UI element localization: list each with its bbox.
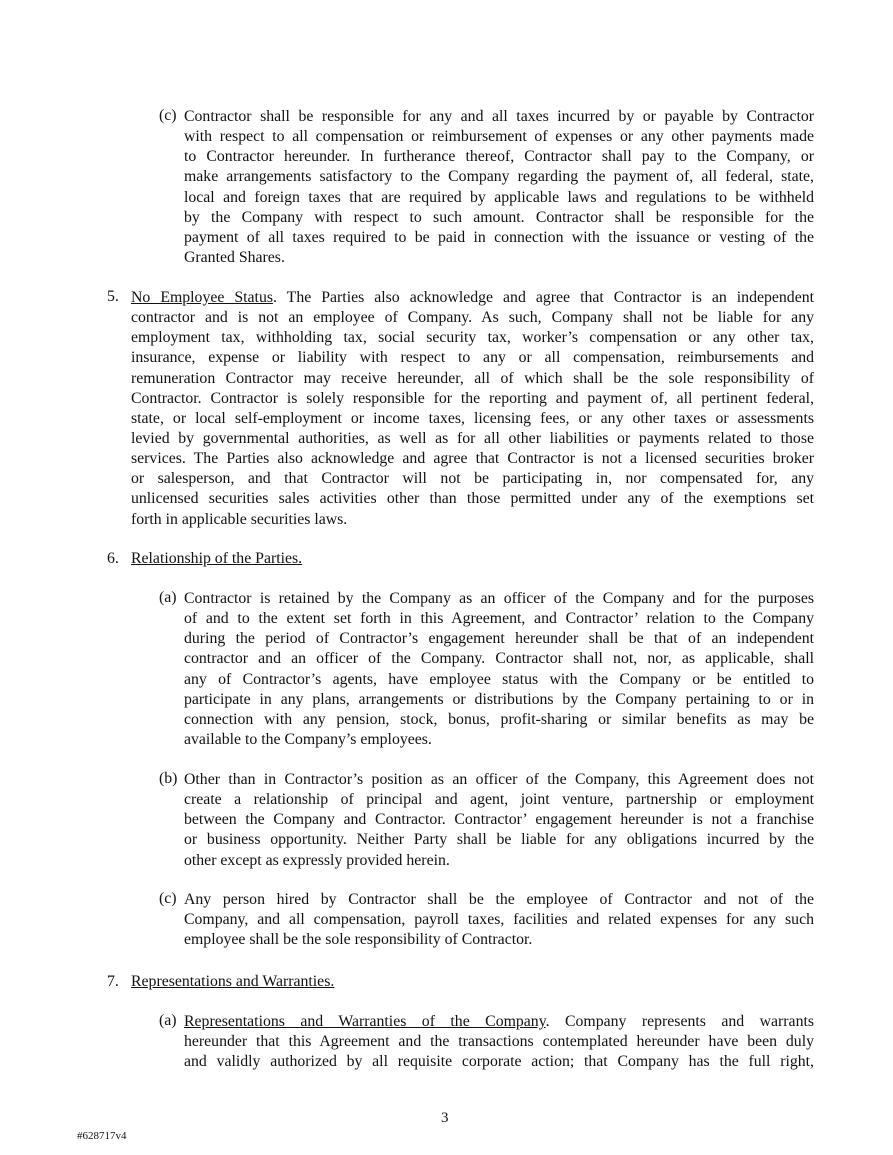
text-line: during the period of Contractor’s engagement hereunder shall be that of an independent [184, 630, 814, 648]
text-line: remuneration Contractor may receive hereunder, all of which shall be the sole responsibility of [131, 369, 814, 387]
clause-label: (c) [159, 890, 177, 907]
page-number: 3 [441, 1110, 449, 1126]
clause-body [131, 288, 814, 530]
section-7-heading [107, 972, 335, 992]
section-number: 6. [107, 550, 119, 567]
clause-body [184, 1012, 814, 1072]
text-line [131, 288, 814, 308]
text-line: to Contractor hereunder. In furtherance thereof, Contractor shall pay to the Company, or [184, 148, 814, 166]
clause-7a [159, 1012, 814, 1072]
clause-body [184, 890, 814, 950]
text-line: available to the Company’s employees. [184, 730, 432, 748]
text-line: or salesperson, and that Contractor will not be participating in, nor compensated for, any [131, 470, 814, 488]
text-line: employment tax, withholding tax, social security tax, worker’s compensation or any other tax, [131, 329, 814, 347]
text-line: Contractor shall be responsible for any and all taxes incurred by or payable by Contractor [184, 108, 814, 125]
text-line: employee shall be the sole responsibility of Contractor. [184, 931, 533, 949]
text-line: forth in applicable securities laws. [131, 510, 348, 528]
text-line: services. The Parties also acknowledge and agree that Contractor is not a licensed securities broker [131, 450, 814, 468]
text-line: levied by governmental authorities, as well as for all other liabilities or payments related to those [131, 429, 814, 447]
text-line: payment of all taxes required to be paid in connection with the issuance or vesting of the [184, 228, 814, 246]
text-line: hereunder that this Agreement and the transactions contemplated hereunder have been duly [184, 1033, 814, 1051]
section-6-heading [107, 549, 303, 569]
text-line: Company, and all compensation, payroll taxes, facilities and related expenses for any such [184, 911, 814, 929]
text-line: Any person hired by Contractor shall be the employee of Contractor and not of the [184, 891, 814, 908]
section-number: 7. [107, 973, 119, 990]
text-line: participate in any plans, arrangements or distributions by the Company pertaining to or in [184, 690, 814, 708]
text-line: any of Contractor’s agents, have employee status with the Company or be entitled to [184, 670, 814, 688]
text-line: and validly authorized by all requisite corporate action; that Company has the full right, [184, 1053, 814, 1071]
text-line: Contractor is retained by the Company as an officer of the Company and for the purposes [184, 590, 814, 607]
clause-label: (c) [159, 107, 177, 124]
text-line [184, 1012, 814, 1032]
section-title: Relationship of the Parties. [131, 550, 303, 567]
clause-heading: Representations and Warranties of the Company [184, 1013, 546, 1030]
clause-6c [159, 890, 814, 950]
line-text: . Company represents and warrants [545, 1013, 814, 1030]
text-line: contractor and an officer of the Company. Contractor shall not, nor, as applicable, shall [184, 650, 814, 668]
text-line: local and foreign taxes that are required by applicable laws and regulations to be withheld [184, 188, 814, 206]
text-line: with respect to all compensation or reimbursement of expenses or any other payments made [184, 128, 814, 146]
text-line: make arrangements satisfactory to the Company regarding the payment of, all federal, state, [184, 168, 814, 186]
clause-heading: No Employee Status [131, 289, 273, 306]
clause-label: (a) [159, 1012, 177, 1029]
clause-label: 5. [107, 288, 119, 305]
text-line: or business opportunity. Neither Party shall be liable for any obligations incurred by the [184, 831, 814, 849]
document-id: #628717v4 [77, 1130, 127, 1142]
text-line: between the Company and Contractor. Contractor’ engagement hereunder is not a franchise [184, 811, 814, 829]
clause-label: (a) [159, 589, 177, 606]
section-title: Representations and Warranties. [131, 973, 335, 990]
section-5-no-employee-status [107, 288, 814, 530]
clause-6a [159, 589, 814, 750]
text-line: of and to the extent set forth in this Agreement, and Contractor’ relation to the Company [184, 610, 814, 628]
text-line: state, or local self-employment or income taxes, licensing fees, or any other taxes or assessments [131, 409, 814, 427]
text-line: Contractor. Contractor is solely responsible for the reporting and payment of, all pertinent federal, [131, 389, 814, 407]
clause-label: (b) [159, 770, 178, 787]
text-line: create a relationship of principal and agent, joint venture, partnership or employment [184, 791, 814, 809]
text-line: other except as expressly provided herein. [184, 851, 450, 869]
text-line: Other than in Contractor’s position as an officer of the Company, this Agreement does not [184, 771, 814, 788]
text-line: unlicensed securities sales activities other than those permitted under any of the exemptions set [131, 490, 814, 508]
clause-body [184, 107, 814, 268]
line-text: . The Parties also acknowledge and agree that Contractor is an independent [273, 289, 814, 306]
text-line: Granted Shares. [184, 248, 285, 266]
text-line: connection with any pension, stock, bonus, profit-sharing or similar benefits as may be [184, 710, 814, 728]
text-line: insurance, expense or liability with respect to any or all compensation, reimbursements and [131, 349, 814, 367]
clause-body [184, 770, 814, 871]
text-line: contractor and is not an employee of Company. As such, Company shall not be liable for any [131, 309, 814, 327]
clause-body [184, 589, 814, 750]
clause-4c [159, 107, 814, 268]
text-line: by the Company with respect to such amount. Contractor shall be responsible for the [184, 208, 814, 226]
clause-6b [159, 770, 814, 871]
